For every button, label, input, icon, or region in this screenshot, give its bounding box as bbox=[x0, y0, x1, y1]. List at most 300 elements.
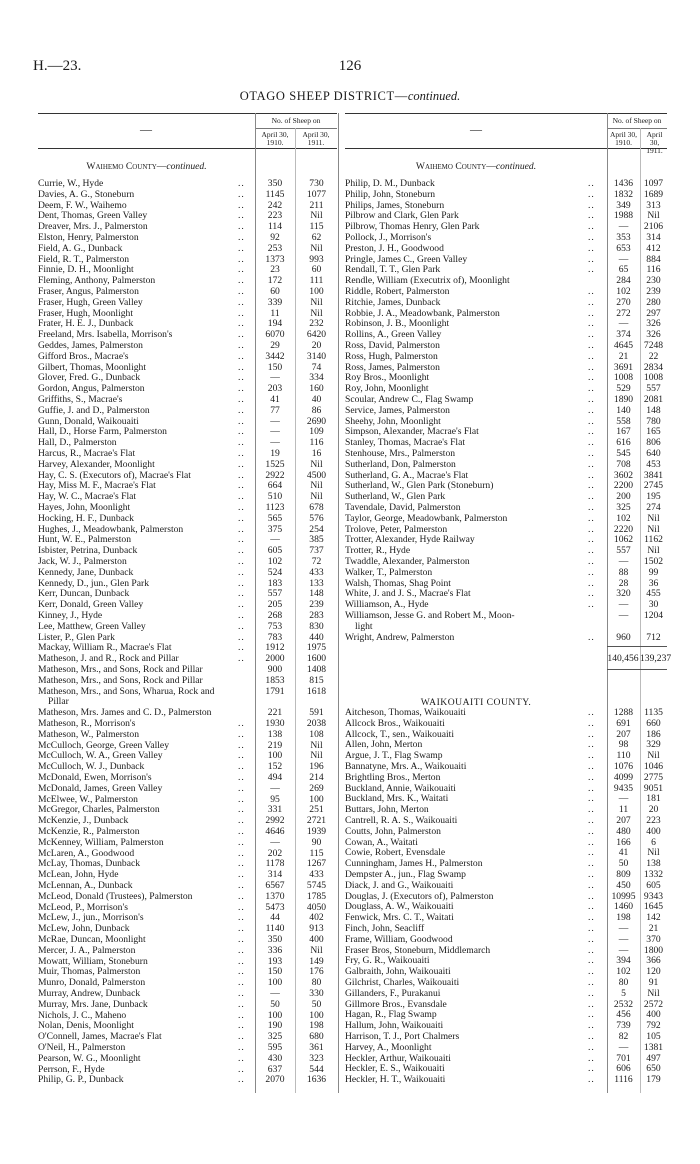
sheep-1910: — bbox=[270, 426, 280, 438]
sheep-1911: 433 bbox=[309, 869, 324, 881]
owner-name: Cunningham, James H., Palmerston bbox=[345, 858, 483, 870]
sheep-1911: Nil bbox=[310, 307, 323, 319]
sheep-1911: 116 bbox=[309, 437, 324, 449]
dot-leader: .. bbox=[588, 933, 595, 945]
sheep-1911: 366 bbox=[646, 955, 661, 967]
dot-leader: .. bbox=[588, 340, 595, 351]
sheep-1911: 2745 bbox=[643, 480, 664, 492]
owner-name: Scoular, Andrew C., Flag Swamp bbox=[345, 394, 474, 405]
dot-leader: .. bbox=[588, 599, 595, 611]
sheep-1910: 102 bbox=[616, 512, 631, 524]
owner-name: McLay, Thomas, Dunback bbox=[38, 858, 141, 870]
name-column-header: — bbox=[470, 122, 482, 136]
owner-name: Dempster A., jun., Flag Swamp bbox=[345, 869, 466, 880]
sheep-1910: 50 bbox=[270, 998, 280, 1010]
sheep-1911: 385 bbox=[309, 534, 324, 546]
owner-name: McLew, J., jun., Morrison's bbox=[38, 912, 144, 924]
sheep-1911: 21 bbox=[648, 923, 659, 934]
sheep-1910: 268 bbox=[267, 610, 283, 621]
dot-leader: .. bbox=[238, 502, 245, 513]
dot-leader: .. bbox=[238, 534, 245, 546]
dot-leader: .. bbox=[238, 1063, 245, 1075]
dot-leader: .. bbox=[238, 491, 245, 503]
sheep-1910: — bbox=[270, 782, 280, 794]
sheep-1911: Nil bbox=[310, 242, 323, 254]
owner-name: Lister, P., Glen Park bbox=[38, 631, 115, 643]
sheep-1911: 62 bbox=[311, 232, 322, 243]
dot-leader: .. bbox=[238, 977, 245, 989]
sheep-1910: — bbox=[618, 599, 629, 611]
sheep-1911: 60 bbox=[311, 264, 322, 276]
sheep-1911: 142 bbox=[646, 912, 661, 924]
dot-leader: .. bbox=[588, 890, 595, 902]
dot-leader: .. bbox=[238, 188, 245, 200]
sheep-1910: 616 bbox=[616, 437, 631, 449]
sheep-1911: 334 bbox=[309, 372, 324, 384]
owner-name: Hall, D., Horse Farm, Palmerston bbox=[38, 426, 167, 438]
dot-leader: .. bbox=[238, 566, 245, 578]
owner-name: Matheson, Mrs., and Sons, Rock and Pillar bbox=[38, 664, 203, 675]
dot-leader: .. bbox=[588, 588, 595, 600]
table-row bbox=[345, 568, 667, 579]
sheep-1910: 44 bbox=[270, 912, 280, 924]
owner-name: Munro, Donald, Palmerston bbox=[38, 977, 146, 989]
dot-leader: .. bbox=[238, 836, 245, 848]
dot-leader: .. bbox=[238, 437, 245, 449]
owner-name: McLew, John, Dunback bbox=[38, 923, 130, 935]
dot-leader: .. bbox=[238, 469, 245, 481]
sheep-1911: 830 bbox=[309, 620, 324, 632]
sheep-1911: 4500 bbox=[306, 469, 327, 481]
sheep-1911: 283 bbox=[309, 610, 324, 621]
dot-leader: .. bbox=[588, 415, 595, 427]
sheep-1910: 2922 bbox=[265, 469, 285, 481]
sheep-1910: 207 bbox=[616, 815, 631, 826]
sheep-1910: 270 bbox=[616, 296, 631, 308]
owner-name: Simpson, Alexander, Macrae's Flat bbox=[345, 426, 479, 438]
sheep-1911: 90 bbox=[311, 836, 322, 848]
owner-name: Heckler, Arthur, Waikouaiti bbox=[345, 1052, 451, 1064]
sheep-1911: 737 bbox=[309, 545, 324, 557]
sheep-1910: 3442 bbox=[265, 350, 285, 362]
dot-leader: .. bbox=[238, 361, 245, 373]
owner-name: Allcock Bros., Waikouaiti bbox=[345, 717, 445, 729]
owner-name: Roy Bros., Moonlight bbox=[345, 372, 430, 384]
dot-leader: .. bbox=[588, 836, 595, 848]
dot-leader: .. bbox=[588, 771, 595, 783]
dot-leader: .. bbox=[588, 188, 595, 200]
owner-name: Rollins, A., Green Valley bbox=[345, 329, 442, 341]
sheep-1911: 815 bbox=[309, 674, 324, 686]
owner-name: Rendall, T. T., Glen Park bbox=[345, 264, 441, 276]
table-top-rule-right bbox=[345, 113, 667, 114]
sheep-1910: 1912 bbox=[265, 642, 285, 654]
total-1911: 139,237 bbox=[640, 653, 672, 664]
dot-leader: .. bbox=[238, 296, 245, 308]
dot-leader: .. bbox=[588, 372, 595, 384]
owner-name: Muir, Thomas, Palmerston bbox=[38, 966, 141, 978]
dot-leader: .. bbox=[588, 1052, 595, 1064]
sheep-1911: Nil bbox=[310, 480, 323, 492]
col-1910-header: April 30, 1910. bbox=[261, 130, 289, 147]
sheep-1911: 115 bbox=[309, 847, 324, 859]
sheep-1910: 166 bbox=[616, 836, 631, 848]
sheep-1911: 74 bbox=[311, 361, 322, 373]
sheep-1911: 1046 bbox=[643, 761, 664, 772]
table-row bbox=[38, 622, 338, 633]
table-row bbox=[38, 1054, 338, 1065]
sheep-1910: 194 bbox=[267, 318, 283, 330]
dot-leader: .. bbox=[588, 350, 595, 362]
sheep-1910: 664 bbox=[267, 480, 283, 492]
owner-name: Murray, Mrs. Jane, Dunback bbox=[38, 998, 148, 1010]
sheep-1911: 1800 bbox=[643, 944, 664, 956]
title-main: OTAGO SHEEP DISTRICT— bbox=[239, 89, 408, 103]
owner-name: Ross, James, Palmerston bbox=[345, 361, 440, 373]
sheep-1910: 325 bbox=[616, 502, 631, 513]
sheep-1910: 701 bbox=[616, 1052, 631, 1064]
sheep-1910: — bbox=[618, 253, 629, 265]
sheep-1911: Nil bbox=[647, 545, 660, 557]
owner-name: Coutts, John, Palmerston bbox=[345, 825, 441, 837]
sheep-1910: 4646 bbox=[265, 826, 285, 837]
dot-leader: .. bbox=[238, 415, 245, 427]
dot-leader: .. bbox=[588, 761, 595, 772]
owner-name: Guffie, J. and D., Palmerston bbox=[38, 404, 150, 416]
sheep-1911: 660 bbox=[646, 717, 661, 729]
table-row bbox=[38, 676, 338, 687]
dot-leader: .. bbox=[588, 966, 595, 978]
sheep-1910: — bbox=[618, 556, 629, 567]
dot-leader: .. bbox=[588, 793, 595, 805]
table-row bbox=[38, 687, 338, 709]
dot-leader: .. bbox=[238, 966, 245, 978]
owner-name: McLeod, Donald (Trustees), Palmerston bbox=[38, 890, 193, 902]
sheep-1910: 242 bbox=[267, 199, 283, 211]
sheep-1910: 253 bbox=[267, 242, 283, 254]
owner-name: Currie, W., Hyde bbox=[38, 178, 104, 189]
sheep-1910: 200 bbox=[616, 491, 631, 503]
county-name: Waihemo County— bbox=[86, 161, 167, 172]
sheep-1910: — bbox=[618, 793, 629, 805]
owner-name: Pearson, W. G., Moonlight bbox=[38, 1052, 141, 1064]
dot-leader: .. bbox=[238, 718, 245, 729]
sheep-1911: 120 bbox=[646, 966, 661, 978]
dot-leader: .. bbox=[588, 523, 595, 535]
owner-name: Griffiths, S., Macrae's bbox=[38, 394, 123, 405]
sheep-1910: 353 bbox=[616, 232, 631, 243]
owner-name: Fraser, Hugh, Moonlight bbox=[38, 307, 134, 319]
sheep-1910: 557 bbox=[267, 588, 283, 600]
dot-leader: .. bbox=[588, 825, 595, 837]
owner-name: Harrison, T. J., Port Chalmers bbox=[345, 1031, 460, 1042]
total-bottom-rule bbox=[607, 669, 667, 670]
sheep-1910: 394 bbox=[616, 955, 631, 967]
owner-name: Gordon, Angus, Palmerston bbox=[38, 383, 145, 395]
owner-name: Walker, T., Palmerston bbox=[345, 566, 433, 578]
dot-leader: .. bbox=[588, 1074, 595, 1086]
sheep-1910: — bbox=[270, 415, 280, 427]
sheep-1910: 1178 bbox=[265, 858, 285, 870]
dot-leader: .. bbox=[588, 1041, 595, 1053]
owner-name: Gilchrist, Charles, Waikouaiti bbox=[345, 977, 460, 988]
sheep-1911: 400 bbox=[309, 934, 324, 945]
table-row bbox=[345, 460, 667, 471]
col-1910-header: April 30, 1910. bbox=[609, 130, 638, 147]
sheep-1910: — bbox=[270, 372, 280, 384]
table-row bbox=[345, 773, 667, 784]
owner-name: Mackay, William R., Macrae's Flat bbox=[38, 642, 172, 654]
owner-name: Fleming, Anthony, Palmerston bbox=[38, 275, 156, 287]
owner-name: Cowan, A., Waitati bbox=[345, 836, 418, 848]
sheep-1910: 1076 bbox=[613, 761, 634, 772]
sheep-1911: 1689 bbox=[643, 188, 664, 200]
sheep-1911: 370 bbox=[646, 933, 661, 945]
sheep-1910: 207 bbox=[616, 728, 631, 740]
sheep-1911: 211 bbox=[309, 199, 324, 211]
dot-leader: .. bbox=[238, 815, 245, 827]
sheep-1911: 176 bbox=[309, 966, 324, 978]
sheep-1911: 1332 bbox=[643, 869, 664, 880]
sheep-1910: 331 bbox=[267, 804, 283, 816]
sheep-1910: 50 bbox=[618, 858, 629, 870]
sheep-1911: 100 bbox=[309, 286, 324, 297]
dot-leader: .. bbox=[238, 653, 245, 665]
owner-name: Buckland, Annie, Waikouaiti bbox=[345, 782, 456, 794]
dot-leader: .. bbox=[588, 178, 595, 189]
sheep-1911: 780 bbox=[646, 415, 661, 427]
sheep-1910: 691 bbox=[616, 717, 631, 729]
sheep-1911: 230 bbox=[646, 275, 661, 287]
owner-name: Fraser Bros, Stoneburn, Middlemarch bbox=[345, 944, 491, 956]
dot-leader: .. bbox=[588, 329, 595, 341]
sheep-1911: 165 bbox=[646, 426, 661, 438]
sheep-1910: 783 bbox=[267, 631, 283, 643]
sheep-1910: 114 bbox=[267, 221, 283, 233]
sheep-count-header: No. of Sheep on bbox=[271, 116, 321, 125]
sheep-1910: 183 bbox=[267, 577, 283, 589]
owner-name: Taylor, George, Meadowbank, Palmerston bbox=[345, 512, 508, 524]
sheep-1911: 100 bbox=[309, 793, 324, 805]
dot-leader: .. bbox=[238, 221, 245, 233]
sheep-1911: 280 bbox=[646, 296, 661, 308]
sheep-1911: 239 bbox=[309, 599, 324, 611]
owner-name: Fraser, Hugh, Green Valley bbox=[38, 296, 143, 308]
dot-leader: .. bbox=[238, 901, 245, 913]
sheep-1911: Nil bbox=[310, 944, 323, 956]
sheep-1911: 1785 bbox=[306, 890, 327, 902]
owner-name: Hay, Miss M. F., Macrae's Flat bbox=[38, 480, 156, 492]
dot-leader: .. bbox=[588, 458, 595, 470]
dot-leader: .. bbox=[238, 1020, 245, 1032]
sheep-1910: — bbox=[270, 836, 280, 848]
table-row bbox=[345, 719, 667, 730]
sheep-1910: 6070 bbox=[265, 329, 285, 341]
sheep-1911: 326 bbox=[646, 318, 661, 330]
sheep-1910: 339 bbox=[267, 296, 283, 308]
dot-leader: .. bbox=[588, 286, 595, 297]
sheep-1910: 2220 bbox=[613, 523, 634, 535]
owner-name-continued: light bbox=[355, 620, 373, 632]
table-row bbox=[38, 730, 338, 741]
dot-leader: .. bbox=[238, 264, 245, 276]
sheep-1910: 65 bbox=[618, 264, 629, 276]
sheep-1911: Nil bbox=[647, 987, 660, 999]
owner-name: Gifford Bros., Macrae's bbox=[38, 350, 129, 362]
owner-name: Douglass, A. W., Waikouaiti bbox=[345, 901, 454, 913]
dot-leader: .. bbox=[238, 923, 245, 935]
sheep-count-header: No. of Sheep on bbox=[612, 116, 662, 125]
sheep-1910: 708 bbox=[616, 458, 631, 470]
owner-name: McKenzie, J., Dunback bbox=[38, 815, 129, 827]
sheep-1910: 272 bbox=[616, 307, 631, 319]
dot-leader: .. bbox=[238, 199, 245, 211]
table-row bbox=[38, 568, 338, 579]
sheep-1911: 20 bbox=[311, 340, 322, 351]
sheep-1910: 314 bbox=[267, 869, 283, 881]
dot-leader: .. bbox=[238, 620, 245, 632]
sheep-1910: — bbox=[618, 221, 629, 233]
dot-leader: .. bbox=[238, 404, 245, 416]
owner-name: Aitcheson, Thomas, Waikouaiti bbox=[345, 707, 466, 718]
sheep-1911: 186 bbox=[646, 728, 661, 740]
sheep-1910: 5 bbox=[621, 987, 626, 999]
sheep-1910: 95 bbox=[270, 793, 280, 805]
owner-name: Robinson, J. B., Moonlight bbox=[345, 318, 450, 330]
dot-leader: .. bbox=[588, 901, 595, 913]
sheep-1910: 3602 bbox=[613, 469, 634, 481]
sheep-1910: 80 bbox=[618, 977, 629, 988]
owner-name: Wright, Andrew, Palmerston bbox=[345, 631, 455, 643]
sheep-1911: 1502 bbox=[643, 556, 664, 567]
sheep-1911: 1267 bbox=[306, 858, 327, 870]
sheep-1910: — bbox=[270, 988, 280, 999]
dot-leader: .. bbox=[588, 879, 595, 891]
sheep-1911: 1097 bbox=[643, 178, 664, 189]
table-row bbox=[38, 514, 338, 525]
dot-leader: .. bbox=[588, 847, 595, 859]
dot-leader: .. bbox=[588, 1063, 595, 1075]
dot-leader: .. bbox=[238, 253, 245, 265]
sheep-1911: 544 bbox=[309, 1063, 324, 1075]
sheep-1911: 1077 bbox=[306, 188, 327, 200]
sheep-1911: Nil bbox=[310, 210, 323, 222]
sheep-1910: 29 bbox=[270, 340, 280, 351]
sheep-1910: 102 bbox=[616, 286, 631, 297]
dot-leader: .. bbox=[588, 858, 595, 870]
dot-leader: .. bbox=[588, 512, 595, 524]
sheep-1910: 456 bbox=[616, 1009, 631, 1021]
sheep-1911: 254 bbox=[309, 523, 324, 535]
sheep-1911: 1008 bbox=[643, 372, 664, 384]
owner-name: McKenzie, R., Palmerston bbox=[38, 826, 140, 837]
owner-name: Hallum, John, Waikouaiti bbox=[345, 1020, 444, 1032]
sheep-1911: 2106 bbox=[643, 221, 664, 233]
sheep-1910: 77 bbox=[270, 404, 280, 416]
dot-leader: .. bbox=[238, 890, 245, 902]
dot-leader: .. bbox=[588, 437, 595, 449]
dot-leader: .. bbox=[588, 502, 595, 513]
heading-suffix: continued. bbox=[166, 161, 207, 172]
table-row bbox=[38, 838, 338, 849]
owner-name-continued: Pillar bbox=[48, 696, 69, 708]
sheep-1911: 2081 bbox=[643, 394, 664, 405]
owner-name: Pollock, J., Morrison's bbox=[345, 232, 432, 243]
dot-leader: .. bbox=[588, 242, 595, 254]
table-row bbox=[345, 989, 667, 1000]
sheep-1910: 1930 bbox=[265, 718, 285, 729]
sheep-1911: Nil bbox=[647, 512, 660, 524]
dot-leader: .. bbox=[238, 523, 245, 535]
dot-leader: .. bbox=[588, 869, 595, 880]
sheep-1910: — bbox=[618, 318, 629, 330]
sheep-1911: 591 bbox=[309, 707, 324, 719]
sheep-1910: 480 bbox=[616, 825, 631, 837]
owner-name: Ross, Hugh, Palmerston bbox=[345, 350, 438, 362]
owner-name: Trolove, Peter, Palmerston bbox=[345, 523, 448, 535]
owner-name: Matheson, Mrs., and Sons, Wharua, Rock and bbox=[38, 685, 215, 697]
dot-leader: .. bbox=[238, 772, 245, 783]
column-divider bbox=[338, 113, 339, 1093]
sheep-1911: 36 bbox=[648, 577, 659, 589]
sheep-1911: 1204 bbox=[643, 610, 664, 621]
dot-leader: .. bbox=[588, 545, 595, 557]
dot-leader: .. bbox=[588, 923, 595, 934]
dot-leader: .. bbox=[238, 329, 245, 341]
page-number: 126 bbox=[338, 58, 362, 74]
sheep-1911: 274 bbox=[646, 502, 661, 513]
sheep-1910: 3691 bbox=[613, 361, 634, 373]
county-heading-waikouaiti: WAIKOUAITI COUNTY. bbox=[420, 697, 532, 708]
table-row bbox=[38, 298, 338, 309]
owner-name: Perrson, F., Hyde bbox=[38, 1063, 105, 1075]
name-column-header: — bbox=[140, 122, 152, 136]
dot-leader: .. bbox=[238, 394, 245, 405]
sheep-1910: 450 bbox=[616, 879, 631, 891]
owner-name: Harvey, Alexander, Moonlight bbox=[38, 458, 155, 470]
owner-name: Stanley, Thomas, Macrae's Flat bbox=[345, 437, 466, 449]
owner-name: McRae, Duncan, Moonlight bbox=[38, 934, 146, 945]
sheep-1911: 109 bbox=[309, 426, 324, 438]
sheep-1911: 269 bbox=[309, 782, 324, 794]
total-top-rule bbox=[607, 646, 667, 647]
sheep-1911: 239 bbox=[646, 286, 661, 297]
col-1911-header: April 30, 1911. bbox=[646, 130, 663, 155]
dot-leader: .. bbox=[588, 815, 595, 826]
owner-name: Lee, Matthew, Green Valley bbox=[38, 620, 146, 632]
table-row bbox=[38, 244, 338, 255]
owner-name: Kerr, Duncan, Dunback bbox=[38, 588, 130, 600]
sheep-1911: 497 bbox=[646, 1052, 661, 1064]
sheep-1911: Nil bbox=[647, 210, 660, 222]
sheep-1911: 20 bbox=[648, 804, 659, 816]
sheep-1911: 314 bbox=[646, 232, 661, 243]
sheep-1910: 524 bbox=[267, 566, 283, 578]
dot-leader: .. bbox=[588, 318, 595, 330]
sheep-1911: 160 bbox=[309, 383, 324, 395]
dot-leader: .. bbox=[588, 998, 595, 1010]
sheep-1910: 11 bbox=[270, 307, 280, 319]
sheep-1911: 214 bbox=[309, 772, 324, 783]
sheep-1911: 323 bbox=[309, 1052, 324, 1064]
table-row bbox=[38, 1075, 338, 1086]
sheep-1911: 730 bbox=[309, 178, 324, 189]
dot-leader: .. bbox=[588, 912, 595, 924]
sheep-1910: 10995 bbox=[611, 890, 636, 902]
dot-leader: .. bbox=[238, 869, 245, 881]
owner-name: Allen, John, Merton bbox=[345, 739, 423, 751]
sheep-1910: — bbox=[618, 1041, 629, 1053]
